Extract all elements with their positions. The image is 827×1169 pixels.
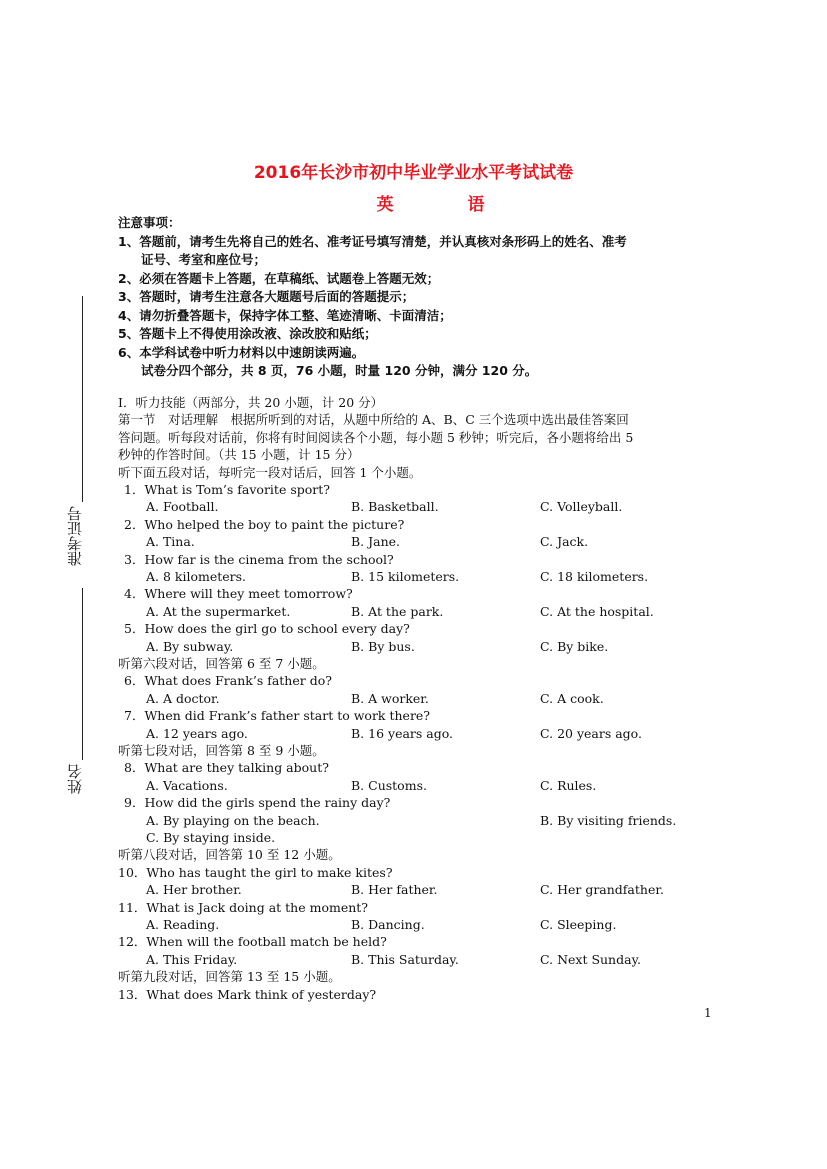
option-a: A. 8 kilometers. <box>146 569 247 585</box>
option-b: B. Dancing. <box>351 917 425 933</box>
option-a: A. Vacations. <box>146 777 228 793</box>
question: 8．What are they talking about? <box>124 760 329 776</box>
option-c: C. Sleeping. <box>540 917 617 933</box>
question: 2．Who helped the boy to paint the picture? <box>124 516 405 532</box>
exam-number-label: 准考证号 <box>66 506 84 566</box>
option-b: B. A worker. <box>351 690 429 706</box>
options-row <box>118 829 718 846</box>
question: 10．Who has taught the girl to make kites? <box>118 864 393 880</box>
option-c: C. Rules. <box>540 777 597 793</box>
question: 7．When did Frank’s father start to work there? <box>124 708 431 724</box>
options-row <box>118 812 718 829</box>
option-a: A. Reading. <box>146 917 220 933</box>
part-heading: I．听力技能（两部分，共 20 小题，计 20 分） <box>118 395 384 410</box>
option-c: C. Volleyball. <box>540 499 623 515</box>
section-intro: 答问题。听每段对话前，你将有时间阅读各个小题，每小题 5 秒钟；听完后，各小题将给出 5 <box>118 429 634 445</box>
option-a: A. Tina. <box>146 534 195 550</box>
notice-item: 4、请勿折叠答题卡，保持字体工整、笔迹清晰、卡面清洁； <box>118 307 452 323</box>
exam-title: 2016年长沙市初中毕业学业水平考试试卷 <box>253 163 574 183</box>
section-intro: 秒钟的作答时间。（共 15 小题，计 15 分） <box>118 447 360 463</box>
option-a: A. This Friday. <box>146 951 238 967</box>
options-row <box>118 690 718 707</box>
options-row <box>118 638 718 655</box>
question: 13．What does Mark think of yesterday? <box>118 986 377 1002</box>
option-c: C. 18 kilometers. <box>540 569 649 585</box>
subject-title: 英 语 <box>376 195 519 215</box>
options-row <box>118 916 718 933</box>
option-b: B. By visiting friends. <box>540 812 677 828</box>
notice-item: 试卷分四个部分，共 8 页，76 小题，时量 120 分钟，满分 120 分。 <box>141 363 538 378</box>
option-b: B. 15 kilometers. <box>351 569 460 585</box>
option-b: B. This Saturday. <box>351 951 459 967</box>
option-b: B. Customs. <box>351 777 427 793</box>
notice-heading: 注意事项： <box>118 215 181 230</box>
option-c: C. By staying inside. <box>146 830 276 846</box>
options-row <box>118 498 718 515</box>
option-b: B. By bus. <box>351 638 415 654</box>
group-header: 听第八段对话，回答第 10 至 12 小题。 <box>118 847 341 863</box>
option-c: C. Next Sunday. <box>540 951 641 967</box>
option-c: C. At the hospital. <box>540 603 654 619</box>
notice-item: 证号、考室和座位号； <box>141 252 267 267</box>
option-c: C. A cook. <box>540 690 604 706</box>
options-row <box>118 533 718 550</box>
question: 3．How far is the cinema from the school? <box>124 551 394 567</box>
option-a: A. A doctor. <box>146 690 220 706</box>
notice-item: 3、答题时，请考生注意各大题题号后面的答题提示； <box>118 289 415 304</box>
page-number: 1 <box>704 1006 712 1020</box>
option-a: A. Football. <box>146 499 219 515</box>
section-intro: 第一节 对话理解 根据所听到的对话，从题中所给的 A、B、C 三个选项中选出最佳答案回 <box>118 412 629 428</box>
option-b: B. At the park. <box>351 603 444 619</box>
group-header: 听第九段对话，回答第 13 至 15 小题。 <box>118 969 341 985</box>
question: 6．What does Frank’s father do? <box>124 673 332 689</box>
question: 5．How does the girl go to school every day? <box>124 621 410 637</box>
option-a: A. 12 years ago. <box>146 725 248 741</box>
option-a: A. Her brother. <box>146 882 242 898</box>
question: 12．When will the football match be held? <box>118 934 387 950</box>
question: 9．How did the girls spend the rainy day? <box>124 795 391 811</box>
option-c: C. 20 years ago. <box>540 725 642 741</box>
option-c: C. Jack. <box>540 534 589 550</box>
options-row <box>118 568 718 585</box>
question: 4．Where will they meet tomorrow? <box>124 586 353 602</box>
option-b: B. Basketball. <box>351 499 439 515</box>
notice-block <box>118 214 718 381</box>
options-row <box>118 603 718 620</box>
group-header: 听第六段对话，回答第 6 至 7 小题。 <box>118 656 325 672</box>
options-row <box>118 725 718 742</box>
options-row <box>118 777 718 794</box>
notice-item: 6、本学科试卷中听力材料以中速朗读两遍。 <box>118 344 365 360</box>
options-row <box>118 951 718 968</box>
name-line <box>82 588 83 760</box>
option-c: C. By bike. <box>540 638 609 654</box>
group-header: 听第七段对话，回答第 8 至 9 小题。 <box>118 743 325 759</box>
option-a: A. By playing on the beach. <box>146 812 320 828</box>
notice-item: 2、必须在答题卡上答题，在草稿纸、试题卷上答题无效； <box>118 270 440 286</box>
option-b: B. Her father. <box>351 882 438 898</box>
option-b: B. Jane. <box>351 534 401 550</box>
listening-section <box>118 394 718 1003</box>
option-c: C. Her grandfather. <box>540 882 664 898</box>
question: 11．What is Jack doing at the moment? <box>118 899 369 915</box>
notice-item: 1、答题前，请考生先将自己的姓名、准考证号填写清楚，并认真核对条形码上的姓名、准考 <box>118 233 627 249</box>
option-a: A. By subway. <box>146 638 234 654</box>
question: 1．What is Tom’s favorite sport? <box>124 482 330 498</box>
group-header: 听下面五段对话，每听完一段对话后，回答 1 个小题。 <box>118 464 422 480</box>
options-row <box>118 881 718 898</box>
notice-item: 5、答题卡上不得使用涂改液、涂改胶和贴纸； <box>118 326 377 341</box>
name-label: 姓名 <box>66 764 84 794</box>
option-b: B. 16 years ago. <box>351 725 454 741</box>
exam-number-line <box>82 296 83 502</box>
option-a: A. At the supermarket. <box>146 603 291 619</box>
